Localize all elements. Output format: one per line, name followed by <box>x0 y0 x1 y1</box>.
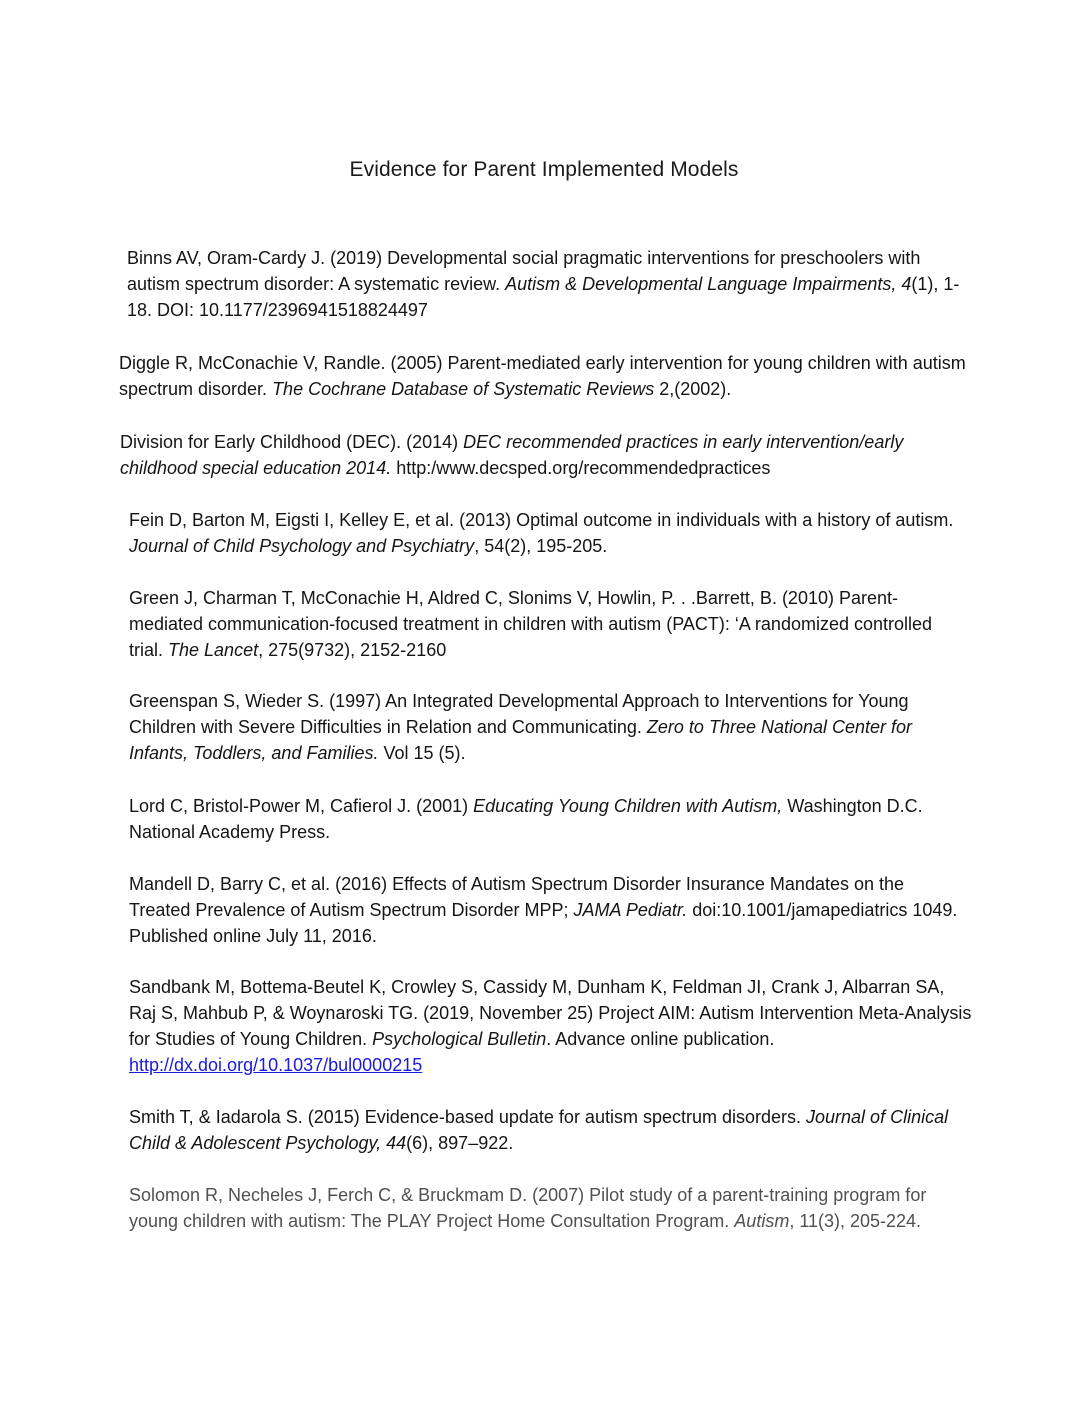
reference-item <box>129 1104 969 1156</box>
reference-text: Solomon R, Necheles J, Ferch C, & Bruckmam D. (2007) Pilot study of a parent-training program for young children with autism: The PLAY Project Home Consultation Program. <box>129 1185 927 1231</box>
reference-details: , 275(9732), 2152-2160 <box>258 640 447 660</box>
reference-text: Greenspan S, Wieder S. (1997) An Integrated Developmental Approach to Interventions for Young Children with Severe Difficulties in Relation and Communicating. <box>129 691 909 737</box>
reference-details: Washington D.C. National Academy Press. <box>129 796 923 842</box>
reference-details: http:/www.decsped.org/recommendedpractices <box>391 458 771 478</box>
reference-details: (6), 897–922. <box>406 1133 514 1153</box>
reference-item <box>129 871 969 949</box>
reference-item <box>129 793 969 845</box>
reference-source: The Cochrane Database of Systematic Reviews <box>272 379 655 399</box>
reference-text: Binns AV, Oram-Cardy J. (2019) Developmental social pragmatic interventions for preschoolers with autism spectrum disorder: A systematic review. <box>127 248 921 294</box>
reference-source: Zero to Three National Center for Infants, Toddlers, and Families. <box>129 717 913 763</box>
reference-text: Division for Early Childhood (DEC). (2014) <box>120 432 464 452</box>
reference-details: (1), 1-18. DOI: 10.1177/2396941518824497 <box>127 274 960 320</box>
reference-item <box>129 1182 969 1234</box>
reference-source: JAMA Pediatr. <box>573 900 688 920</box>
reference-item <box>119 350 979 402</box>
reference-details: . Advance online publication. <box>546 1029 775 1049</box>
reference-text: Sandbank M, Bottema-Beutel K, Crowley S, Cassidy M, Dunham K, Feldman JI, Crank J, Albarran SA, Raj S, Mahbub P, & Woynaroski TG. (2019, November 25) Project AIM: Autism Intervention Meta-Analysis for Studies of Young Children. <box>129 977 972 1049</box>
reference-item <box>129 688 969 766</box>
reference-item <box>129 974 974 1078</box>
reference-details: 2,(2002). <box>654 379 732 399</box>
page-title: Evidence for Parent Implemented Models <box>349 158 739 181</box>
reference-text: Diggle R, McConachie V, Randle. (2005) Parent-mediated early intervention for young children with autism spectrum disorder. <box>119 353 966 399</box>
reference-details: Vol 15 (5). <box>378 743 466 763</box>
reference-source: Autism & Developmental Language Impairments, 4 <box>505 274 912 294</box>
reference-source: Journal of Clinical Child & Adolescent Psychology, 44 <box>129 1107 949 1153</box>
reference-item <box>127 245 967 323</box>
reference-details: , 11(3), 205-224. <box>789 1211 922 1231</box>
reference-text: Smith T, & Iadarola S. (2015) Evidence-based update for autism spectrum disorders. <box>129 1107 807 1127</box>
reference-text: Lord C, Bristol-Power M, Cafierol J. (2001) <box>129 796 474 816</box>
reference-source: Autism <box>734 1211 790 1231</box>
reference-source: DEC recommended practices in early intervention/early childhood special education 2014. <box>120 432 904 478</box>
reference-text: Mandell D, Barry C, et al. (2016) Effects of Autism Spectrum Disorder Insurance Mandates on the Treated Prevalence of Autism Spectrum Disorder MPP; <box>129 874 905 920</box>
reference-source: Journal of Child Psychology and Psychiatry <box>129 536 475 556</box>
reference-source: Psychological Bulletin <box>372 1029 547 1049</box>
reference-item <box>129 507 979 559</box>
reference-source: The Lancet <box>168 640 259 660</box>
reference-item <box>129 585 969 663</box>
reference-source: Educating Young Children with Autism, <box>473 796 783 816</box>
reference-text: Green J, Charman T, McConachie H, Aldred C, Slonims V, Howlin, P. . .Barrett, B. (2010) Parent-mediated communication-focused treatment in children with autism (PACT): ‘A randomized controlled trial. <box>129 588 933 660</box>
reference-details: , 54(2), 195-205. <box>474 536 608 556</box>
doi-link[interactable]: http://dx.doi.org/10.1037/bul0000215 <box>129 1055 423 1075</box>
reference-item <box>120 429 980 481</box>
reference-text: Fein D, Barton M, Eigsti I, Kelley E, et al. (2013) Optimal outcome in individuals with a history of autism. <box>129 510 954 530</box>
reference-details: doi:10.1001/jamapediatrics 1049. Published online July 11, 2016. <box>129 900 958 946</box>
